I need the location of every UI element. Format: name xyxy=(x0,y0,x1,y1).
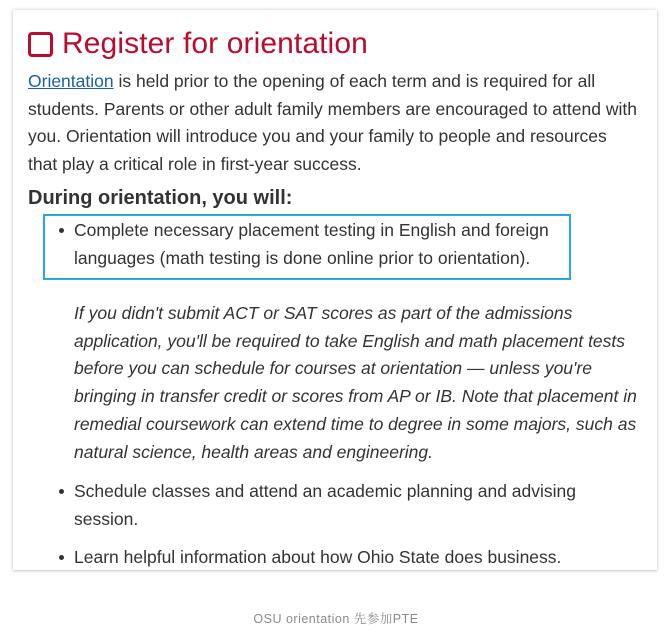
section-heading: During orientation, you will: xyxy=(28,187,293,209)
intro-text: is held prior to the opening of each term and is required for all students. Parents or other adult family members are encouraged to attend with you. Orientation will introduce you and your family to people and resources that play a critical role in first-year success. xyxy=(28,71,637,175)
orientation-card xyxy=(13,10,657,570)
orientation-link[interactable]: Orientation xyxy=(28,71,114,91)
page-title: Register for orientation xyxy=(62,27,368,60)
title-row xyxy=(28,24,368,64)
list-item-placement-testing: Complete necessary placement testing in English and foreign languages (math testing is done online prior to orientation). xyxy=(58,217,574,272)
checkbox-icon[interactable] xyxy=(28,32,53,57)
intro-paragraph xyxy=(28,68,640,179)
image-caption: OSU orientation 先参加PTE xyxy=(253,612,419,626)
placement-note: If you didn't submit ACT or SAT scores as part of the admissions application, you'll be required to take English and math placement tests before you can schedule for courses at orientation — unless you're bringing in transfer credit or scores from AP or IB. Note that placement in remedial coursework can extend time to degree in some majors, such as natural science, health areas and engineering. xyxy=(74,303,637,462)
list-item-schedule-classes: Schedule classes and attend an academic planning and advising session. xyxy=(58,478,634,533)
list-item-helpful-info: Learn helpful information about how Ohio State does business. xyxy=(58,544,634,570)
